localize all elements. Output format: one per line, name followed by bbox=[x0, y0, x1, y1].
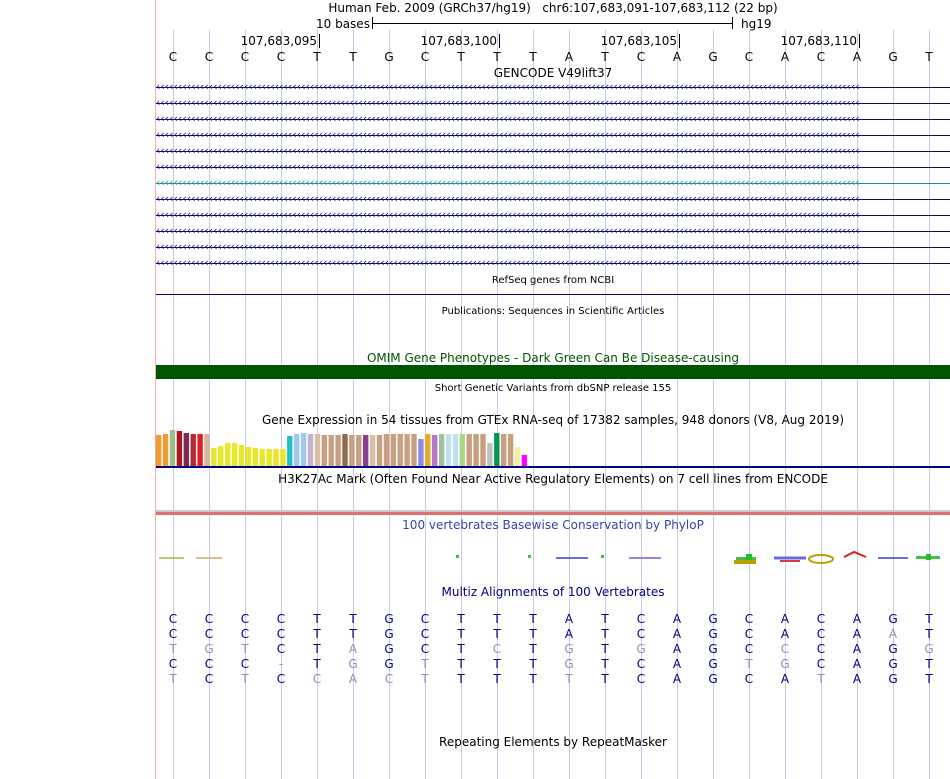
strand-arrows: ‹‹‹‹‹‹‹‹‹‹‹‹‹‹‹‹‹‹‹‹‹‹‹‹‹‹‹‹‹‹‹‹‹‹‹‹‹‹‹‹‹‹‹‹‹‹‹‹‹‹‹‹‹‹‹‹‹‹‹‹‹‹‹‹‹‹‹‹‹‹‹‹‹‹‹‹‹‹‹‹‹‹‹‹‹‹‹‹‹‹‹‹‹‹‹‹‹‹‹‹‹‹‹‹‹‹‹‹‹‹‹‹‹‹‹‹‹‹‹‹‹‹‹‹‹‹‹‹‹‹‹‹‹‹‹‹‹‹‹‹‹‹‹‹‹‹‹‹‹‹‹‹‹‹‹‹‹‹‹‹ bbox=[156, 144, 860, 157]
aligned-base: G bbox=[708, 657, 718, 671]
aligned-base: C bbox=[168, 612, 178, 626]
reference-base: G bbox=[708, 50, 718, 64]
h3k27ac-title: H3K27Ac Mark (Often Found Near Active Regulatory Elements) on 7 cell lines from ENCODE bbox=[278, 472, 828, 486]
aligned-base: G bbox=[708, 642, 718, 656]
aligned-base: T bbox=[493, 672, 501, 686]
gtex-title: Gene Expression in 54 tissues from GTEx RNA-seq of 17382 samples, 948 donors (V8, Aug 2019) bbox=[261, 413, 845, 427]
gencode-transcript-line[interactable] bbox=[156, 112, 950, 125]
aligned-base: C bbox=[636, 612, 646, 626]
gtex-tissue-bar bbox=[411, 434, 416, 466]
aligned-base: C bbox=[744, 642, 754, 656]
aligned-base: G bbox=[888, 657, 898, 671]
gtex-tissue-bar bbox=[398, 434, 403, 466]
aligned-base: G bbox=[888, 672, 898, 686]
position-range: chr6:107,683,091-107,683,112 (22 bp) bbox=[542, 1, 778, 15]
aligned-base: T bbox=[529, 672, 537, 686]
aligned-base: T bbox=[925, 612, 933, 626]
aligned-base: T bbox=[529, 657, 537, 671]
position-header bbox=[156, 1, 950, 15]
gtex-tissue-bar bbox=[391, 434, 396, 466]
aligned-base: C bbox=[420, 612, 430, 626]
h3k27ac-signal[interactable] bbox=[156, 512, 950, 515]
gtex-tissue-bar bbox=[280, 449, 285, 466]
position-tick-label: 107,683,100 bbox=[420, 34, 497, 48]
gtex-tissue-bar bbox=[480, 434, 485, 466]
aligned-base: T bbox=[457, 612, 465, 626]
scale-db: hg19 bbox=[741, 17, 772, 31]
position-tick-mark bbox=[499, 34, 500, 48]
strand-arrows: ‹‹‹‹‹‹‹‹‹‹‹‹‹‹‹‹‹‹‹‹‹‹‹‹‹‹‹‹‹‹‹‹‹‹‹‹‹‹‹‹‹‹‹‹‹‹‹‹‹‹‹‹‹‹‹‹‹‹‹‹‹‹‹‹‹‹‹‹‹‹‹‹‹‹‹‹‹‹‹‹‹‹‹‹‹‹‹‹‹‹‹‹‹‹‹‹‹‹‹‹‹‹‹‹‹‹‹‹‹‹‹‹‹‹‹‹‹‹‹‹‹‹‹‹‹‹‹‹‹‹‹‹‹‹‹‹‹‹‹‹‹‹‹‹‹‹‹‹‹‹‹‹‹‹‹‹‹‹‹‹ bbox=[156, 256, 860, 269]
aligned-base: C bbox=[816, 642, 826, 656]
aligned-base: G bbox=[780, 657, 790, 671]
reference-base: C bbox=[276, 50, 286, 64]
aligned-base: T bbox=[421, 672, 429, 686]
aligned-base: C bbox=[636, 657, 646, 671]
aligned-base: T bbox=[493, 657, 501, 671]
reference-base: T bbox=[529, 50, 537, 64]
aligned-base: C bbox=[168, 627, 178, 641]
aligned-base: C bbox=[420, 642, 430, 656]
aligned-base: T bbox=[313, 642, 321, 656]
gtex-tissue-bar bbox=[308, 434, 313, 466]
aligned-base: C bbox=[240, 657, 250, 671]
aligned-base: T bbox=[745, 657, 753, 671]
aligned-base: G bbox=[384, 657, 394, 671]
strand-arrows: ‹‹‹‹‹‹‹‹‹‹‹‹‹‹‹‹‹‹‹‹‹‹‹‹‹‹‹‹‹‹‹‹‹‹‹‹‹‹‹‹‹‹‹‹‹‹‹‹‹‹‹‹‹‹‹‹‹‹‹‹‹‹‹‹‹‹‹‹‹‹‹‹‹‹‹‹‹‹‹‹‹‹‹‹‹‹‹‹‹‹‹‹‹‹‹‹‹‹‹‹‹‹‹‹‹‹‹‹‹‹‹‹‹‹‹‹‹‹‹‹‹‹‹‹‹‹‹‹‹‹‹‹‹‹‹‹‹‹‹‹‹‹‹‹‹‹‹‹‹‹‹‹‹‹‹‹‹‹‹‹ bbox=[156, 128, 860, 141]
reference-base: C bbox=[204, 50, 214, 64]
aligned-base: A bbox=[672, 657, 682, 671]
aligned-base: A bbox=[348, 642, 358, 656]
strand-arrows: ‹‹‹‹‹‹‹‹‹‹‹‹‹‹‹‹‹‹‹‹‹‹‹‹‹‹‹‹‹‹‹‹‹‹‹‹‹‹‹‹‹‹‹‹‹‹‹‹‹‹‹‹‹‹‹‹‹‹‹‹‹‹‹‹‹‹‹‹‹‹‹‹‹‹‹‹‹‹‹‹‹‹‹‹‹‹‹‹‹‹‹‹‹‹‹‹‹‹‹‹‹‹‹‹‹‹‹‹‹‹‹‹‹‹‹‹‹‹‹‹‹‹‹‹‹‹‹‹‹‹‹‹‹‹‹‹‹‹‹‹‹‹‹‹‹‹‹‹‹‹‹‹‹‹‹‹‹‹‹‹ bbox=[156, 240, 860, 253]
multiz-title: Multiz Alignments of 100 Vertebrates bbox=[441, 585, 665, 599]
gtex-tissue-bar bbox=[260, 449, 265, 466]
gtex-tissue-bar bbox=[404, 434, 409, 466]
reference-base: T bbox=[349, 50, 357, 64]
gencode-transcript-line[interactable] bbox=[156, 144, 950, 157]
aligned-base: A bbox=[852, 642, 862, 656]
refseq-gene-line[interactable] bbox=[156, 294, 950, 295]
aligned-base: C bbox=[816, 627, 826, 641]
aligned-base: A bbox=[852, 627, 862, 641]
aligned-base: C bbox=[312, 672, 322, 686]
aligned-base: T bbox=[565, 672, 573, 686]
aligned-base: G bbox=[348, 657, 358, 671]
gtex-tissue-bar bbox=[239, 445, 244, 466]
phylop-title: 100 vertebrates Basewise Conservation by PhyloP bbox=[402, 518, 704, 532]
gtex-tissue-bar bbox=[432, 435, 437, 466]
aligned-base: T bbox=[601, 672, 609, 686]
aligned-base: G bbox=[564, 657, 574, 671]
aligned-base: A bbox=[672, 672, 682, 686]
aligned-base: A bbox=[780, 627, 790, 641]
gencode-transcript-line[interactable] bbox=[156, 256, 950, 269]
position-tick-mark bbox=[679, 34, 680, 48]
aligned-base: C bbox=[276, 612, 286, 626]
gtex-tissue-bar bbox=[363, 435, 368, 466]
aligned-base: C bbox=[744, 672, 754, 686]
gencode-transcript-line[interactable] bbox=[156, 96, 950, 109]
aligned-base: T bbox=[493, 612, 501, 626]
aligned-base: C bbox=[204, 612, 214, 626]
dbsnp-title: Short Genetic Variants from dbSNP release 155 bbox=[434, 383, 672, 394]
gtex-tissue-bar bbox=[184, 433, 189, 466]
gtex-tissue-bar bbox=[494, 433, 499, 466]
aligned-base: G bbox=[384, 612, 394, 626]
aligned-base: T bbox=[313, 612, 321, 626]
gtex-tissue-bar bbox=[204, 434, 209, 466]
aligned-base: T bbox=[457, 672, 465, 686]
gtex-tissue-bar bbox=[335, 435, 340, 466]
gtex-tissue-bar bbox=[418, 439, 423, 466]
gtex-tissue-bar bbox=[446, 434, 451, 466]
aligned-base: T bbox=[241, 642, 249, 656]
strand-arrows: ‹‹‹‹‹‹‹‹‹‹‹‹‹‹‹‹‹‹‹‹‹‹‹‹‹‹‹‹‹‹‹‹‹‹‹‹‹‹‹‹‹‹‹‹‹‹‹‹‹‹‹‹‹‹‹‹‹‹‹‹‹‹‹‹‹‹‹‹‹‹‹‹‹‹‹‹‹‹‹‹‹‹‹‹‹‹‹‹‹‹‹‹‹‹‹‹‹‹‹‹‹‹‹‹‹‹‹‹‹‹‹‹‹‹‹‹‹‹‹‹‹‹‹‹‹‹‹‹‹‹‹‹‹‹‹‹‹‹‹‹‹‹‹‹‹‹‹‹‹‹‹‹‹‹‹‹‹‹‹‹ bbox=[156, 160, 860, 173]
gtex-tissue-bar bbox=[163, 434, 168, 466]
aligned-base: T bbox=[457, 657, 465, 671]
aligned-base: T bbox=[601, 657, 609, 671]
strand-arrows: ‹‹‹‹‹‹‹‹‹‹‹‹‹‹‹‹‹‹‹‹‹‹‹‹‹‹‹‹‹‹‹‹‹‹‹‹‹‹‹‹‹‹‹‹‹‹‹‹‹‹‹‹‹‹‹‹‹‹‹‹‹‹‹‹‹‹‹‹‹‹‹‹‹‹‹‹‹‹‹‹‹‹‹‹‹‹‹‹‹‹‹‹‹‹‹‹‹‹‹‹‹‹‹‹‹‹‹‹‹‹‹‹‹‹‹‹‹‹‹‹‹‹‹‹‹‹‹‹‹‹‹‹‹‹‹‹‹‹‹‹‹‹‹‹‹‹‹‹‹‹‹‹‹‹‹‹‹‹‹‹ bbox=[156, 112, 860, 125]
aligned-base: T bbox=[925, 627, 933, 641]
gtex-tissue-bar bbox=[329, 435, 334, 466]
aligned-base: A bbox=[348, 672, 358, 686]
gtex-tissue-bar bbox=[177, 431, 182, 466]
gtex-baseline bbox=[156, 466, 950, 468]
phylop-signal[interactable] bbox=[156, 545, 950, 585]
aligned-base: C bbox=[636, 627, 646, 641]
gtex-tissue-bar bbox=[384, 434, 389, 466]
gtex-tissue-bar bbox=[273, 449, 278, 466]
position-tick-mark bbox=[319, 34, 320, 48]
aligned-base: A bbox=[780, 612, 790, 626]
gtex-tissue-bar bbox=[522, 455, 527, 466]
aligned-base: C bbox=[276, 642, 286, 656]
reference-base: T bbox=[493, 50, 501, 64]
aligned-base: C bbox=[384, 672, 394, 686]
omim-title: OMIM Gene Phenotypes - Dark Green Can Be Disease-causing bbox=[366, 351, 740, 365]
aligned-base: A bbox=[564, 627, 574, 641]
gtex-tissue-bar bbox=[473, 434, 478, 466]
aligned-base: T bbox=[529, 642, 537, 656]
gencode-transcript-line[interactable] bbox=[156, 224, 950, 237]
scale-bar bbox=[372, 17, 733, 31]
aligned-base: C bbox=[276, 672, 286, 686]
gtex-tissue-bar bbox=[439, 434, 444, 466]
aligned-base: T bbox=[169, 672, 177, 686]
gencode-transcript-line[interactable] bbox=[156, 192, 950, 205]
gtex-tissue-bar bbox=[501, 434, 506, 466]
track-label-sidebar bbox=[0, 0, 155, 779]
aligned-base: T bbox=[493, 627, 501, 641]
gtex-tissue-bar bbox=[425, 434, 430, 466]
gtex-tissue-bar bbox=[232, 443, 237, 466]
gtex-tissue-bar bbox=[287, 436, 292, 466]
reference-base: T bbox=[313, 50, 321, 64]
position-tick-label: 107,683,105 bbox=[600, 34, 677, 48]
aligned-base: C bbox=[240, 627, 250, 641]
omim-gene-bar[interactable] bbox=[156, 365, 950, 379]
aligned-base: C bbox=[204, 627, 214, 641]
gtex-tissue-bar bbox=[467, 434, 472, 466]
gtex-tissue-bar bbox=[356, 435, 361, 466]
refseq-title: RefSeq genes from NCBI bbox=[491, 275, 615, 286]
aligned-base: T bbox=[349, 612, 357, 626]
gtex-tissue-bar bbox=[342, 434, 347, 466]
aligned-base: T bbox=[925, 672, 933, 686]
aligned-base: A bbox=[852, 657, 862, 671]
reference-base: T bbox=[925, 50, 933, 64]
reference-base: A bbox=[780, 50, 790, 64]
aligned-base: T bbox=[925, 657, 933, 671]
aligned-base: T bbox=[313, 627, 321, 641]
strand-arrows: ‹‹‹‹‹‹‹‹‹‹‹‹‹‹‹‹‹‹‹‹‹‹‹‹‹‹‹‹‹‹‹‹‹‹‹‹‹‹‹‹‹‹‹‹‹‹‹‹‹‹‹‹‹‹‹‹‹‹‹‹‹‹‹‹‹‹‹‹‹‹‹‹‹‹‹‹‹‹‹‹‹‹‹‹‹‹‹‹‹‹‹‹‹‹‹‹‹‹‹‹‹‹‹‹‹‹‹‹‹‹‹‹‹‹‹‹‹‹‹‹‹‹‹‹‹‹‹‹‹‹‹‹‹‹‹‹‹‹‹‹‹‹‹‹‹‹‹‹‹‹‹‹‹‹‹‹‹‹‹‹ bbox=[156, 80, 860, 93]
aligned-base: A bbox=[780, 672, 790, 686]
aligned-base: T bbox=[601, 642, 609, 656]
gtex-tissue-bar bbox=[453, 434, 458, 466]
strand-arrows: ‹‹‹‹‹‹‹‹‹‹‹‹‹‹‹‹‹‹‹‹‹‹‹‹‹‹‹‹‹‹‹‹‹‹‹‹‹‹‹‹‹‹‹‹‹‹‹‹‹‹‹‹‹‹‹‹‹‹‹‹‹‹‹‹‹‹‹‹‹‹‹‹‹‹‹‹‹‹‹‹‹‹‹‹‹‹‹‹‹‹‹‹‹‹‹‹‹‹‹‹‹‹‹‹‹‹‹‹‹‹‹‹‹‹‹‹‹‹‹‹‹‹‹‹‹‹‹‹‹‹‹‹‹‹‹‹‹‹‹‹‹‹‹‹‹‹‹‹‹‹‹‹‹‹‹‹‹‹‹‹ bbox=[156, 192, 860, 205]
reference-base: A bbox=[564, 50, 574, 64]
gtex-tissue-bar bbox=[156, 435, 161, 466]
aligned-base: C bbox=[204, 672, 214, 686]
aligned-base: G bbox=[564, 642, 574, 656]
gtex-tissue-bar bbox=[487, 443, 492, 466]
aligned-base: T bbox=[169, 642, 177, 656]
gtex-tissue-bar bbox=[266, 449, 271, 466]
gtex-tissue-bar bbox=[218, 446, 223, 466]
reference-base: A bbox=[672, 50, 682, 64]
genome-browser-image[interactable] bbox=[156, 0, 950, 779]
aligned-base: C bbox=[168, 657, 178, 671]
aligned-base: T bbox=[349, 627, 357, 641]
aligned-base: C bbox=[744, 627, 754, 641]
aligned-base: A bbox=[672, 612, 682, 626]
aligned-base: C bbox=[420, 627, 430, 641]
position-tick-label: 107,683,095 bbox=[240, 34, 317, 48]
gtex-tissue-bar bbox=[508, 434, 513, 466]
aligned-base: C bbox=[636, 672, 646, 686]
gencode-transcript-line[interactable] bbox=[156, 176, 950, 189]
aligned-base: T bbox=[601, 612, 609, 626]
gencode-transcript-line[interactable] bbox=[156, 208, 950, 221]
assembly-name: Human Feb. 2009 (GRCh37/hg19) bbox=[328, 1, 531, 15]
aligned-base: G bbox=[384, 627, 394, 641]
aligned-base: A bbox=[852, 672, 862, 686]
scale-text: 10 bases bbox=[316, 17, 370, 31]
aligned-base: T bbox=[457, 642, 465, 656]
gencode-transcript-line[interactable] bbox=[156, 80, 950, 93]
aligned-base: G bbox=[708, 672, 718, 686]
aligned-base: C bbox=[816, 657, 826, 671]
position-tick-mark bbox=[859, 34, 860, 48]
aligned-base: T bbox=[529, 612, 537, 626]
position-tick-label: 107,683,110 bbox=[780, 34, 857, 48]
aligned-base: A bbox=[672, 642, 682, 656]
gtex-tissue-bar bbox=[253, 448, 258, 466]
gtex-bar-chart[interactable] bbox=[156, 427, 950, 467]
gtex-tissue-bar bbox=[370, 435, 375, 466]
aligned-base: C bbox=[276, 627, 286, 641]
strand-arrows: ‹‹‹‹‹‹‹‹‹‹‹‹‹‹‹‹‹‹‹‹‹‹‹‹‹‹‹‹‹‹‹‹‹‹‹‹‹‹‹‹‹‹‹‹‹‹‹‹‹‹‹‹‹‹‹‹‹‹‹‹‹‹‹‹‹‹‹‹‹‹‹‹‹‹‹‹‹‹‹‹‹‹‹‹‹‹‹‹‹‹‹‹‹‹‹‹‹‹‹‹‹‹‹‹‹‹‹‹‹‹‹‹‹‹‹‹‹‹‹‹‹‹‹‹‹‹‹‹‹‹‹‹‹‹‹‹‹‹‹‹‹‹‹‹‹‹‹‹‹‹‹‹‹‹‹‹‹‹‹‹ bbox=[156, 224, 860, 237]
aligned-base: C bbox=[492, 642, 502, 656]
aligned-base: C bbox=[744, 612, 754, 626]
gtex-tissue-bar bbox=[377, 435, 382, 466]
reference-base: T bbox=[601, 50, 609, 64]
aligned-base: T bbox=[529, 627, 537, 641]
aligned-base: G bbox=[636, 642, 646, 656]
aligned-base: C bbox=[240, 612, 250, 626]
reference-base: G bbox=[888, 50, 898, 64]
reference-base: C bbox=[420, 50, 430, 64]
gtex-tissue-bar bbox=[294, 434, 299, 466]
gtex-tissue-bar bbox=[515, 447, 520, 466]
reference-base: G bbox=[384, 50, 394, 64]
aligned-base: A bbox=[852, 612, 862, 626]
reference-base: C bbox=[240, 50, 250, 64]
reference-base: C bbox=[168, 50, 178, 64]
aligned-base: G bbox=[708, 612, 718, 626]
aligned-base: T bbox=[421, 657, 429, 671]
gtex-tissue-bar bbox=[460, 434, 465, 466]
aligned-base: T bbox=[241, 672, 249, 686]
gtex-tissue-bar bbox=[246, 447, 251, 466]
gencode-title: GENCODE V49lift37 bbox=[493, 66, 613, 80]
gtex-tissue-bar bbox=[211, 448, 216, 466]
strand-arrows: ‹‹‹‹‹‹‹‹‹‹‹‹‹‹‹‹‹‹‹‹‹‹‹‹‹‹‹‹‹‹‹‹‹‹‹‹‹‹‹‹‹‹‹‹‹‹‹‹‹‹‹‹‹‹‹‹‹‹‹‹‹‹‹‹‹‹‹‹‹‹‹‹‹‹‹‹‹‹‹‹‹‹‹‹‹‹‹‹‹‹‹‹‹‹‹‹‹‹‹‹‹‹‹‹‹‹‹‹‹‹‹‹‹‹‹‹‹‹‹‹‹‹‹‹‹‹‹‹‹‹‹‹‹‹‹‹‹‹‹‹‹‹‹‹‹‹‹‹‹‹‹‹‹‹‹‹‹‹‹‹ bbox=[156, 208, 860, 221]
gtex-tissue-bar bbox=[197, 434, 202, 466]
aligned-base: G bbox=[708, 627, 718, 641]
aligned-base: A bbox=[564, 612, 574, 626]
aligned-base: A bbox=[672, 627, 682, 641]
repeatmasker-title: Repeating Elements by RepeatMasker bbox=[439, 735, 667, 749]
aligned-base: G bbox=[924, 642, 934, 656]
gencode-transcript-line[interactable] bbox=[156, 160, 950, 173]
gtex-tissue-bar bbox=[191, 434, 196, 466]
reference-base: T bbox=[457, 50, 465, 64]
gtex-tissue-bar bbox=[225, 443, 230, 466]
strand-arrows: ‹‹‹‹‹‹‹‹‹‹‹‹‹‹‹‹‹‹‹‹‹‹‹‹‹‹‹‹‹‹‹‹‹‹‹‹‹‹‹‹‹‹‹‹‹‹‹‹‹‹‹‹‹‹‹‹‹‹‹‹‹‹‹‹‹‹‹‹‹‹‹‹‹‹‹‹‹‹‹‹‹‹‹‹‹‹‹‹‹‹‹‹‹‹‹‹‹‹‹‹‹‹‹‹‹‹‹‹‹‹‹‹‹‹‹‹‹‹‹‹‹‹‹‹‹‹‹‹‹‹‹‹‹‹‹‹‹‹‹‹‹‹‹‹‹‹‹‹‹‹‹‹‹‹‹‹‹‹‹‹ bbox=[156, 96, 860, 109]
aligned-base: G bbox=[204, 642, 214, 656]
gtex-tissue-bar bbox=[301, 433, 306, 466]
aligned-base: C bbox=[816, 612, 826, 626]
aligned-base: G bbox=[888, 642, 898, 656]
aligned-base: C bbox=[780, 642, 790, 656]
aligned-base: C bbox=[204, 657, 214, 671]
aligned-base: T bbox=[601, 627, 609, 641]
aligned-base: T bbox=[313, 657, 321, 671]
gtex-tissue-bar bbox=[322, 435, 327, 466]
strand-arrows: ‹‹‹‹‹‹‹‹‹‹‹‹‹‹‹‹‹‹‹‹‹‹‹‹‹‹‹‹‹‹‹‹‹‹‹‹‹‹‹‹‹‹‹‹‹‹‹‹‹‹‹‹‹‹‹‹‹‹‹‹‹‹‹‹‹‹‹‹‹‹‹‹‹‹‹‹‹‹‹‹‹‹‹‹‹‹‹‹‹‹‹‹‹‹‹‹‹‹‹‹‹‹‹‹‹‹‹‹‹‹‹‹‹‹‹‹‹‹‹‹‹‹‹‹‹‹‹‹‹‹‹‹‹‹‹‹‹‹‹‹‹‹‹‹‹‹‹‹‹‹‹‹‹‹‹‹‹‹‹‹ bbox=[156, 176, 860, 189]
aligned-base: G bbox=[888, 612, 898, 626]
gencode-transcript-line[interactable] bbox=[156, 128, 950, 141]
reference-base: C bbox=[636, 50, 646, 64]
reference-base: C bbox=[744, 50, 754, 64]
aligned-base: - bbox=[278, 657, 284, 671]
gtex-tissue-bar bbox=[170, 430, 175, 466]
gtex-tissue-bar bbox=[349, 435, 354, 466]
publications-title: Publications: Sequences in Scientific Articles bbox=[441, 306, 665, 317]
aligned-base: G bbox=[384, 642, 394, 656]
gencode-transcript-line[interactable] bbox=[156, 240, 950, 253]
aligned-base: A bbox=[888, 627, 898, 641]
reference-base: C bbox=[816, 50, 826, 64]
reference-base: A bbox=[852, 50, 862, 64]
aligned-base: T bbox=[457, 627, 465, 641]
aligned-base: T bbox=[817, 672, 825, 686]
gtex-tissue-bar bbox=[315, 434, 320, 466]
